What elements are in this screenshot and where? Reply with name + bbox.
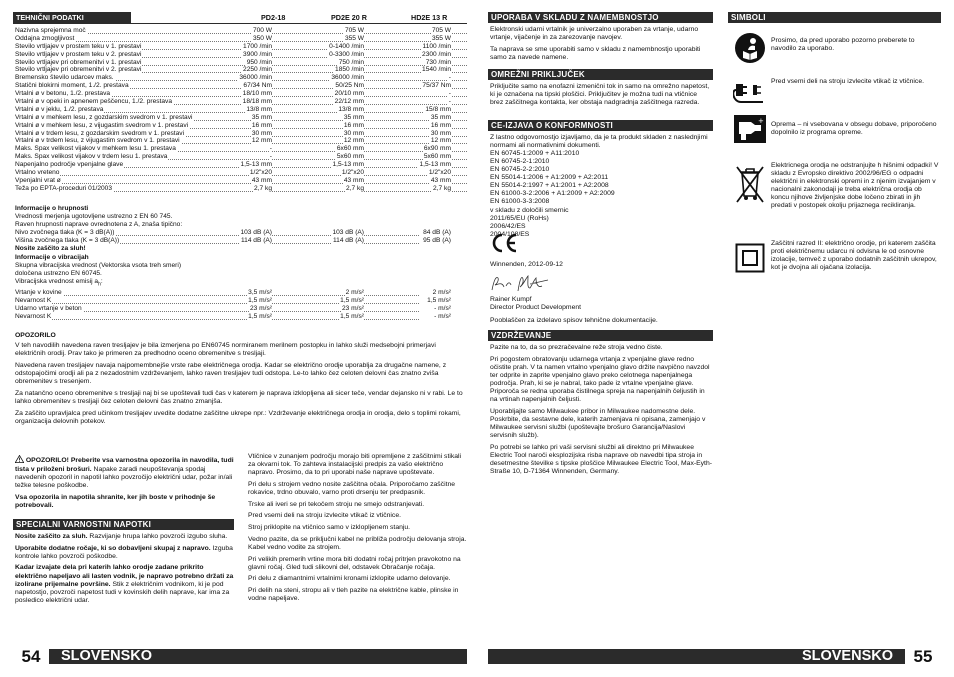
accessory-icon	[730, 112, 770, 146]
left-page-number: 54	[13, 649, 49, 664]
maintenance-paragraph: Uporabljajte samo Milwaukee pribor in Milwaukee nadomestne dele. Poskrbite, da sestavne dele, katerih zamenjava ni opisana, zamenjajo v Milwaukee servisni službi (upoštevajte brošuro Garancija/Naslovi servisnih služb).	[490, 407, 706, 440]
measure-row	[15, 305, 467, 313]
spec-table	[15, 27, 467, 193]
spec-row	[15, 169, 467, 177]
spec-label: Vrtalni ø v mehkem lesu, z vijugastim svedrom v 1. prestavi	[15, 121, 189, 129]
usage-p2: Ta naprava se sme uporabiti samo v skladu z namembnostjo uporabiti samo za navede namene.	[490, 45, 701, 61]
footer-right	[488, 649, 941, 664]
spec-value-3: 35 mm	[430, 113, 451, 121]
norm-item: EN 55014-1:2006 + A1:2009 + A2:2011	[490, 174, 609, 182]
model-col-1: PD2-18	[261, 13, 286, 22]
norm-item: EN 55014-2:1997 + A1:2001 + A2:2008	[490, 182, 609, 190]
spec-value-3: 16 mm	[430, 121, 451, 129]
spec-row	[15, 82, 467, 90]
spec-section-title: TEHNIČNI PODATKI	[13, 12, 131, 23]
spec-row	[15, 74, 467, 82]
spec-value-2: 2,7 kg	[346, 184, 364, 192]
spec-row	[15, 153, 467, 161]
caution-paragraph: Za zaščito upravljalca pred učinkom tresljajev uvedite dodatne zaščitne ukrepe npr.: Vzdrževanje električnega orodja in orodja, delo s toplimi rokami, organizacija delovnih potekov.	[15, 409, 461, 425]
unplug-icon	[730, 72, 770, 108]
protection-class-2-icon	[730, 238, 770, 278]
conformity-title: CE-IZJAVA O KONFORMNOSTI	[488, 120, 713, 131]
measure-row	[15, 237, 467, 245]
signature-icon	[490, 272, 550, 299]
vibration-line-1: Skupna vibracijska vrednost (Vektorska vsota treh smeri)	[15, 261, 182, 269]
spec-row	[15, 145, 467, 153]
measure-value-1: 103 dB (A)	[240, 228, 272, 236]
norm-item: 2004/108/ES	[490, 230, 530, 238]
spec-row	[15, 51, 467, 59]
spec-label: Vrtalni ø v opeki in apnenem peščencu, 1./2. prestava	[15, 98, 172, 106]
spec-row	[15, 66, 467, 74]
spec-value-2: 705 W	[344, 27, 364, 34]
spec-label: Število vrtljajev pri obremenitvi v 1. prestavi	[15, 58, 142, 66]
spec-row	[15, 106, 467, 114]
spec-row	[15, 43, 467, 51]
spec-value-1: 12 mm	[251, 137, 272, 145]
connection-block	[490, 83, 712, 111]
spec-value-2: 43 mm	[343, 176, 364, 184]
spec-label: Napenjalno področje vpenjalne glave	[15, 161, 124, 169]
special-bold: Uporabite dodatne ročaje, ki so dobavljeni skupaj z napravo.	[15, 544, 211, 552]
spec-value-1: 2250 /min	[243, 66, 272, 74]
measure-value-2: 103 dB (A)	[332, 228, 364, 236]
signer-name: Rainer Kumpf	[490, 296, 532, 303]
measure-value-2: 23 m/s²	[342, 304, 364, 312]
noise-rows	[15, 229, 467, 245]
symbols-title: SIMBOLI	[728, 12, 941, 23]
measure-row	[15, 289, 467, 297]
special-paragraph	[15, 533, 234, 541]
measure-value-3: 1,5 m/s²	[427, 296, 451, 304]
measure-value-1: 114 dB (A)	[240, 236, 272, 244]
measure-value-1: 3,5 m/s²	[248, 288, 272, 296]
connection-title: OMREŽNI PRIKLJUČEK	[488, 69, 713, 80]
spec-value-3: 730 /min	[425, 58, 451, 66]
spec-value-1: 67/34 Nm	[243, 82, 272, 90]
safety-paragraph: Pri velikih premerih vrtine mora biti dodatni ročaj pritrjen pravokotno na glavni ročaj. Gled tudi slikovni del, odstavek Obračanje ročaja.	[248, 555, 461, 571]
spec-row	[15, 177, 467, 185]
weee-bin-icon	[730, 158, 770, 210]
measure-value-2: 2 m/s²	[345, 288, 364, 296]
spec-value-1: 1,5-13 mm	[240, 161, 272, 169]
maintenance-paragraph: Pri pogostem obratovanju udarnega vrtanja z vpenjalne glave redno očistite prah. V ta namen vrtalno vpenjalno glavo držite navpično navzdol ter odprite in zaprite vpenjalno glavo preko celotnega napenjalnega področja. Prah, ki se je nabral, tako pade iz vrtalne vpenjalne glave. Priporoča se redna uporaba čistilnega spreja na napenjalnih čeljustih in na vrtinah napenjalnih čeljusti.	[490, 355, 710, 404]
model-col-2: PD2E 20 R	[331, 13, 367, 22]
norm-item: EN 61000-3-3:2008	[490, 198, 550, 206]
usage-title: UPORABA V SKLADU Z NAMEMBNOSTJO	[488, 12, 713, 23]
spec-value-2: 6x60 mm	[336, 145, 364, 153]
spec-label: Oddajna zmogljivost	[15, 34, 75, 42]
spec-row	[15, 114, 467, 122]
spec-value-3: 705 W	[431, 27, 451, 34]
spec-value-1: 950 /min	[246, 58, 272, 66]
warning-keep: Vsa opozorila in napotila shranite, ker jih boste v prihodnje še potrebovali.	[15, 493, 216, 510]
spec-row	[15, 137, 467, 145]
special-rest: Stik z električnim vodnikom, ki je pod napetostjo, povzroči napetost tudi v kovinskih delih naprave, kar ima za posledico električni udar.	[15, 580, 230, 604]
left-language: SLOVENSKO	[61, 648, 153, 664]
spec-label: Število vrtljajev v prostem teku v 2. prestavi	[15, 50, 142, 58]
maintenance-title: VZDRŽEVANJE	[488, 330, 713, 341]
spec-label: Vrtalno vreteno	[15, 169, 60, 177]
spec-value-1: 18/10 mm	[242, 90, 272, 98]
spec-value-2: 35 mm	[343, 113, 364, 121]
spec-value-3: 5x60 mm	[423, 153, 451, 161]
measure-row	[15, 313, 467, 321]
vibration-info	[15, 254, 467, 321]
spec-value-1: 16 mm	[251, 121, 272, 129]
symbol-text-3: Oprema – ni vsebovana v obsegu dobave, priporočeno dopolnilo iz programa opreme.	[771, 121, 937, 137]
spec-value-3: 2300 /min	[422, 50, 451, 58]
spec-value-2: 750 /min	[338, 58, 364, 66]
signer-block	[490, 296, 712, 325]
spec-value-1: 43 mm	[251, 176, 272, 184]
safety-paragraph: Vedno pazite, da se priključni kabel ne približa področju delovanja stroja. Kabel vedno vodite za strojem.	[248, 535, 467, 551]
measure-row	[15, 229, 467, 237]
symbol-text-2: Pred vsemi deli na stroju izvlecite vtikač iz vtičnice.	[771, 78, 924, 85]
spec-value-2: 20/10 mm	[334, 90, 364, 98]
vibration-line-3: Vibracijska vrednost emisij $a_h$:	[15, 277, 103, 288]
spec-value-2: 16 mm	[343, 121, 364, 129]
spec-value-1: 1700 /min	[243, 42, 272, 50]
spec-value-2: 36000 /min	[331, 74, 364, 82]
norm-item: v skladu z določili smernic	[490, 206, 569, 214]
maintenance-paragraph: Pazite na to, da so prezračevalne reže stroja vedno čiste.	[490, 344, 663, 351]
spec-value-1: 3900 /min	[243, 50, 272, 58]
spec-value-3: 30 mm	[430, 129, 451, 137]
measure-value-1: 23 m/s²	[250, 304, 272, 312]
spec-value-3: 1100 /min	[422, 42, 451, 50]
spec-value-2: 355 W	[344, 34, 364, 42]
caution-paragraph: Navedena raven tresljajev navaja najpomembnejše vrste rabe električnega orodja. Kadar se električno orodje uporablja za drugačne namene, z odstopajočimi orodji ali pa z nezadostnim vzdrževanjem, lahko raven tresljajev tudi odstopa. Le-to lahko čez celoten delovni čas znatno zviša obremenitev s tresenjem.	[15, 361, 447, 386]
spec-row	[15, 35, 467, 43]
measure-value-2: 114 dB (A)	[332, 236, 364, 244]
spec-label: Vrtalni ø v betonu, 1./2. prestava	[15, 90, 111, 98]
right-page-number: 55	[905, 649, 941, 664]
safety-paragraph: Pri delu z diamantnimi vrtalnimi kronami izklopite udarno delovanje.	[248, 575, 451, 583]
caution-paragraph: Za natančno oceno obremenitve s tresljaji naj bi se upoštevali tudi čas v katerem je naprava izklopljena ali sicer teče, vendar dejansko ni v rabi. Le to lahko obremenitev s tresljaji čez celoten delovni čas znatno zmanjša.	[15, 389, 463, 405]
right-language: SLOVENSKO	[801, 648, 893, 664]
vibration-line-2: določena ustrezno EN 60745.	[15, 269, 102, 277]
connection-text: Priključite samo na enofazni izmenični tok in samo na omrežno napetost, ki je označena na tipski ploščici. Priključitev je možna tudi na vtičnice brez zaščitnega kontakta, ker obstaja nadgradnja zaščitnega razreda.	[490, 83, 710, 107]
measure-value-1: 1,5 m/s²	[248, 296, 272, 304]
spec-row	[15, 122, 467, 130]
spec-label: Maks. Spax velikost vijakov v trdem lesu 1. prestava	[15, 153, 168, 161]
spec-value-1: -	[269, 145, 272, 153]
measure-value-2: 1,5 m/s²	[340, 312, 364, 320]
spec-label: Vrtalni ø v jeklu, 1./2. prestava	[15, 105, 104, 113]
spec-label: Število vrtljajev pri obremenitvi v 2. prestavi	[15, 66, 142, 74]
spec-value-2: 0-3300 /min	[329, 50, 364, 58]
safety-paragraph: Stroj priklopite na vtičnico samo v izklopljenem stanju.	[248, 524, 411, 532]
measure-label: Vrtanje v kovine	[15, 288, 62, 296]
signer-role: Director Product Development	[490, 304, 582, 311]
spec-value-2: 13/8 mm	[338, 105, 364, 113]
spec-value-2: 0-1400 /min	[329, 42, 364, 50]
measure-value-3: 2 m/s²	[432, 288, 451, 296]
spec-value-2: 50/25 Nm	[335, 82, 364, 90]
spec-value-3: 6x90 mm	[423, 145, 451, 153]
caution-paragraphs	[15, 342, 467, 426]
spec-value-1: 13/8 mm	[246, 105, 272, 113]
usage-p1: Elektronski udarni vrtalnik je univerzalno uporaben za vrtanje, udarno vrtanje, vijačenje in za zarezovanje navojev.	[490, 26, 699, 42]
spec-value-1: 18/18 mm	[242, 98, 272, 106]
special-title: SPECIALNI VARNOSTNI NAPOTKI	[13, 519, 234, 530]
norm-item: EN 60745-2-2:2010	[490, 166, 550, 174]
symbol-text-5: Zaščitni razred II: električno orodje, pri katerem zaščita proti električnemu udarcu ni odvisna le od osnovne izolacije, temveč z uporabo dodatnih zaščitnih ukrepov, kot je dvojna ali ojačana izolacija.	[771, 240, 937, 272]
spec-value-2: 1/2"x20	[341, 169, 364, 177]
spec-value-1: 350 W	[252, 34, 272, 42]
warning-triangle-icon	[15, 455, 24, 466]
safety-paragraph: Vtičnice v zunanjem področju morajo biti opremljene z zaščitnimi stikali za okvarni tok. To zahteva instalacijski predpis za vašo električno napravo. Prosimo, da to pri uporabi naše naprave upoštevate.	[248, 453, 462, 477]
spec-label: Nazivna sprejemna moč	[15, 27, 86, 34]
norm-item: 2011/65/EU (RoHs)	[490, 214, 549, 222]
spec-label: Vrtalni ø v trdem lesu, z vijugastim svedrom v 1. prestavi	[15, 137, 180, 145]
measure-value-1: 1,5 m/s²	[248, 312, 272, 320]
spec-value-1: -	[269, 153, 272, 161]
footer-left	[13, 649, 467, 664]
spec-value-3: 355 W	[431, 34, 451, 42]
measure-label: Nevarnost K	[15, 312, 52, 320]
norm-item: EN 61000-3-2:2006 + A1:2009 + A2:2009	[490, 190, 615, 198]
norm-item: EN 60745-1:2009 + A11:2010	[490, 150, 580, 158]
spec-value-2: 30 mm	[343, 129, 364, 137]
measure-value-3: 84 dB (A)	[423, 228, 451, 236]
special-rest: Razvijanje hrupa lahko povzroči izgubo sluha.	[87, 533, 228, 540]
special-rest: Izguba kontrole lahko povzroči poškodbe.	[15, 544, 233, 560]
spec-row	[15, 59, 467, 67]
svg-text:+: +	[758, 117, 764, 125]
conformity-place-date: Winnenden, 2012-09-12	[490, 261, 563, 268]
spec-value-2: 1850 /min	[335, 66, 364, 74]
caution-block	[15, 332, 467, 429]
spec-label: Vpenjalni vrat ø	[15, 176, 61, 184]
spec-row	[15, 90, 467, 98]
maintenance-block	[490, 344, 712, 480]
noise-warning: Nosite zaščito za sluh!	[15, 244, 86, 252]
measure-value-3: - m/s²	[434, 304, 451, 312]
measure-label: Udarno vrtanje v beton	[15, 304, 82, 312]
special-paragraph	[15, 564, 234, 604]
signer-authorized: Pooblaščen za izdelavo spisov tehnične dokumentacije.	[490, 317, 658, 324]
measure-value-2: 1,5 m/s²	[340, 296, 364, 304]
safety-paragraph: Pri delu s strojem vedno nosite zaščitna očala. Priporočamo zaščitne rokavice, trdno obuvalo, varno proti drsenju ter predpasnik.	[248, 480, 456, 496]
special-bold: Nosite zaščito za sluh.	[15, 533, 88, 540]
spec-value-1: 30 mm	[251, 129, 272, 137]
spec-row	[15, 130, 467, 138]
measure-value-3: - m/s²	[434, 312, 451, 320]
measure-label: Višina zvočnega tlaka (K = 3 dB(A))	[15, 236, 120, 244]
spec-value-3: -	[448, 90, 451, 98]
norm-item: EN 60745-2-1:2010	[490, 158, 550, 166]
maintenance-paragraph: Po potrebi se lahko pri vaši servisni službi ali direktno pri Milwaukee Electric Tool naroči eksplozijska risba naprave ob navedbi tipa stroja in desetmestne številke s tipske ploščice Milwaukee Electric Tool, Max-Eyth-Straße 10, D-71364 Winnenden, Germany.	[490, 443, 712, 476]
safety-paragraph: Pri delih na steni, stropu ali v tleh pazite na električne kable, plinske in vodne napeljave.	[248, 586, 459, 603]
spec-header	[13, 12, 467, 24]
measure-row	[15, 297, 467, 305]
safety-paragraph: Pred vsemi deli na stroju izvlecite vtikač iz vtičnice.	[248, 512, 401, 520]
spec-value-3: 1540 /min	[422, 66, 451, 74]
spec-value-3: 12 mm	[430, 137, 451, 145]
spec-label: Bremensko število udarcev maks.	[15, 74, 114, 82]
noise-line-1: Vrednosti merjenja ugotovljene ustrezno z EN 60 745.	[15, 212, 173, 220]
spec-label: Vrtalni ø v trdem lesu, z gozdarskim svedrom v 1. prestavi	[15, 129, 185, 137]
spec-value-3: -	[448, 74, 451, 82]
model-col-3: HD2E 13 R	[411, 13, 448, 22]
noise-title: Informacije o hrupnosti	[15, 205, 89, 212]
spec-value-3: 43 mm	[430, 176, 451, 184]
spec-label: Statični blokirni moment, 1./2. prestava	[15, 82, 129, 90]
spec-row	[15, 161, 467, 169]
spec-label: Število vrtljajev v prostem teku v 1. prestavi	[15, 42, 142, 50]
spec-value-3: 1,5-13 mm	[419, 161, 451, 169]
spec-value-1: 1/2"x20	[249, 169, 272, 177]
spec-value-1: 35 mm	[251, 113, 272, 121]
spec-value-3: 1/2"x20	[428, 169, 451, 177]
special-bold: Kadar izvajate dela pri katerih lahko orodje zadane prikrito električno napeljavo ali lasten vodnik, je napravo potrebno držati za izolirane prijemalne površine.	[15, 564, 234, 588]
spec-value-2: 1,5-13 mm	[332, 161, 364, 169]
dot-leader	[15, 177, 467, 184]
spec-value-3: -	[448, 98, 451, 106]
middle-column	[248, 453, 467, 607]
measure-label: Nivo zvočnega tlaka (K = 3 dB(A))	[15, 228, 115, 236]
read-manual-icon	[730, 30, 770, 66]
symbol-text-4: Elektricnega orodja ne odstranjujte h hišnimi odpadki! V skladu z Evropsko direktivo 2002/96/EG o odpadni električni in elektronski opremi in z njenim izvajanjem v nacionalni zakonodaji je treba električna orodja ob koncu njihove življenjske dobe ločeno zbirati in jih predati v postopek okolju prijaznega recikliranja.	[771, 162, 939, 210]
spec-value-1: 700 W	[252, 27, 272, 34]
spec-value-2: 5x60 mm	[336, 153, 364, 161]
noise-info	[15, 205, 467, 252]
norm-list	[490, 150, 712, 239]
dot-leader	[15, 35, 467, 42]
warning-lead: OPOZORILO! Preberite vsa varnostna opozorila in navodila, tudi tista v priloženi brošuri. Napake zaradi neupoštevanja spodaj navedenih opozoril in napotil lahko povzročijo električni udar, požar in/ali težke telesne poškodbe.	[15, 457, 234, 490]
vibration-rows	[15, 289, 467, 321]
spec-value-3: 75/37 Nm	[422, 82, 451, 90]
safety-paragraph: Trske ali iveri se pri tekočem stroju ne smejo odstranjevati.	[248, 500, 425, 508]
spec-value-1: 36000 /min	[239, 74, 272, 82]
spec-label: Vrtalni ø v mehkem lesu, z gozdarskim svedrom v 1. prestavi	[15, 113, 193, 121]
spec-value-1: 2,7 kg	[254, 184, 272, 192]
noise-line-2: Raven hrupnosti naprave ovrednotena z A, znaša tipično:	[15, 220, 183, 228]
conformity-block	[490, 134, 712, 239]
special-paragraphs	[15, 533, 234, 609]
spec-value-2: 22/12 mm	[334, 98, 364, 106]
caution-paragraph: V teh navodilih navedena raven tresljajev je bila izmerjena po EN60745 normiranem merilnem postopku in lahko služi medsebojni primerjavi električnih orodij. Prav tako je primeren za predhodno oceno obremenitve s tresljaji.	[15, 342, 436, 358]
ce-mark-icon	[490, 233, 518, 258]
warning-block	[15, 455, 234, 514]
vibration-title: Informacije o vibracijah	[15, 254, 89, 261]
spec-value-2: 12 mm	[343, 137, 364, 145]
caution-title: OPOZORILO	[15, 332, 56, 339]
dot-leader	[15, 169, 467, 176]
spec-label: Maks. Spax velikost vijakov v mehkem lesu 1. prestava	[15, 145, 176, 153]
spec-row	[15, 98, 467, 106]
measure-value-3: 95 dB (A)	[423, 236, 451, 244]
conformity-text: Z lastno odgovornostjo izjavljamo, da je ta produkt skladen z naslednjimi normami ali normativnimi dokumenti.	[490, 134, 708, 150]
spec-value-3: 15/8 mm	[425, 105, 451, 113]
spec-row	[15, 185, 467, 193]
usage-block	[490, 26, 712, 66]
norm-item: 2006/42/ES	[490, 222, 526, 230]
special-paragraph	[15, 545, 234, 561]
measure-label: Nevarnost K	[15, 296, 52, 304]
symbol-text-1: Prosimo, da pred uporabo pozorno preberete to navodilo za uporabo.	[771, 37, 915, 53]
spec-value-3: 2,7 kg	[433, 184, 451, 192]
spec-row	[15, 27, 467, 35]
spec-label: Teža po EPTA-proceduri 01/2003	[15, 184, 113, 192]
